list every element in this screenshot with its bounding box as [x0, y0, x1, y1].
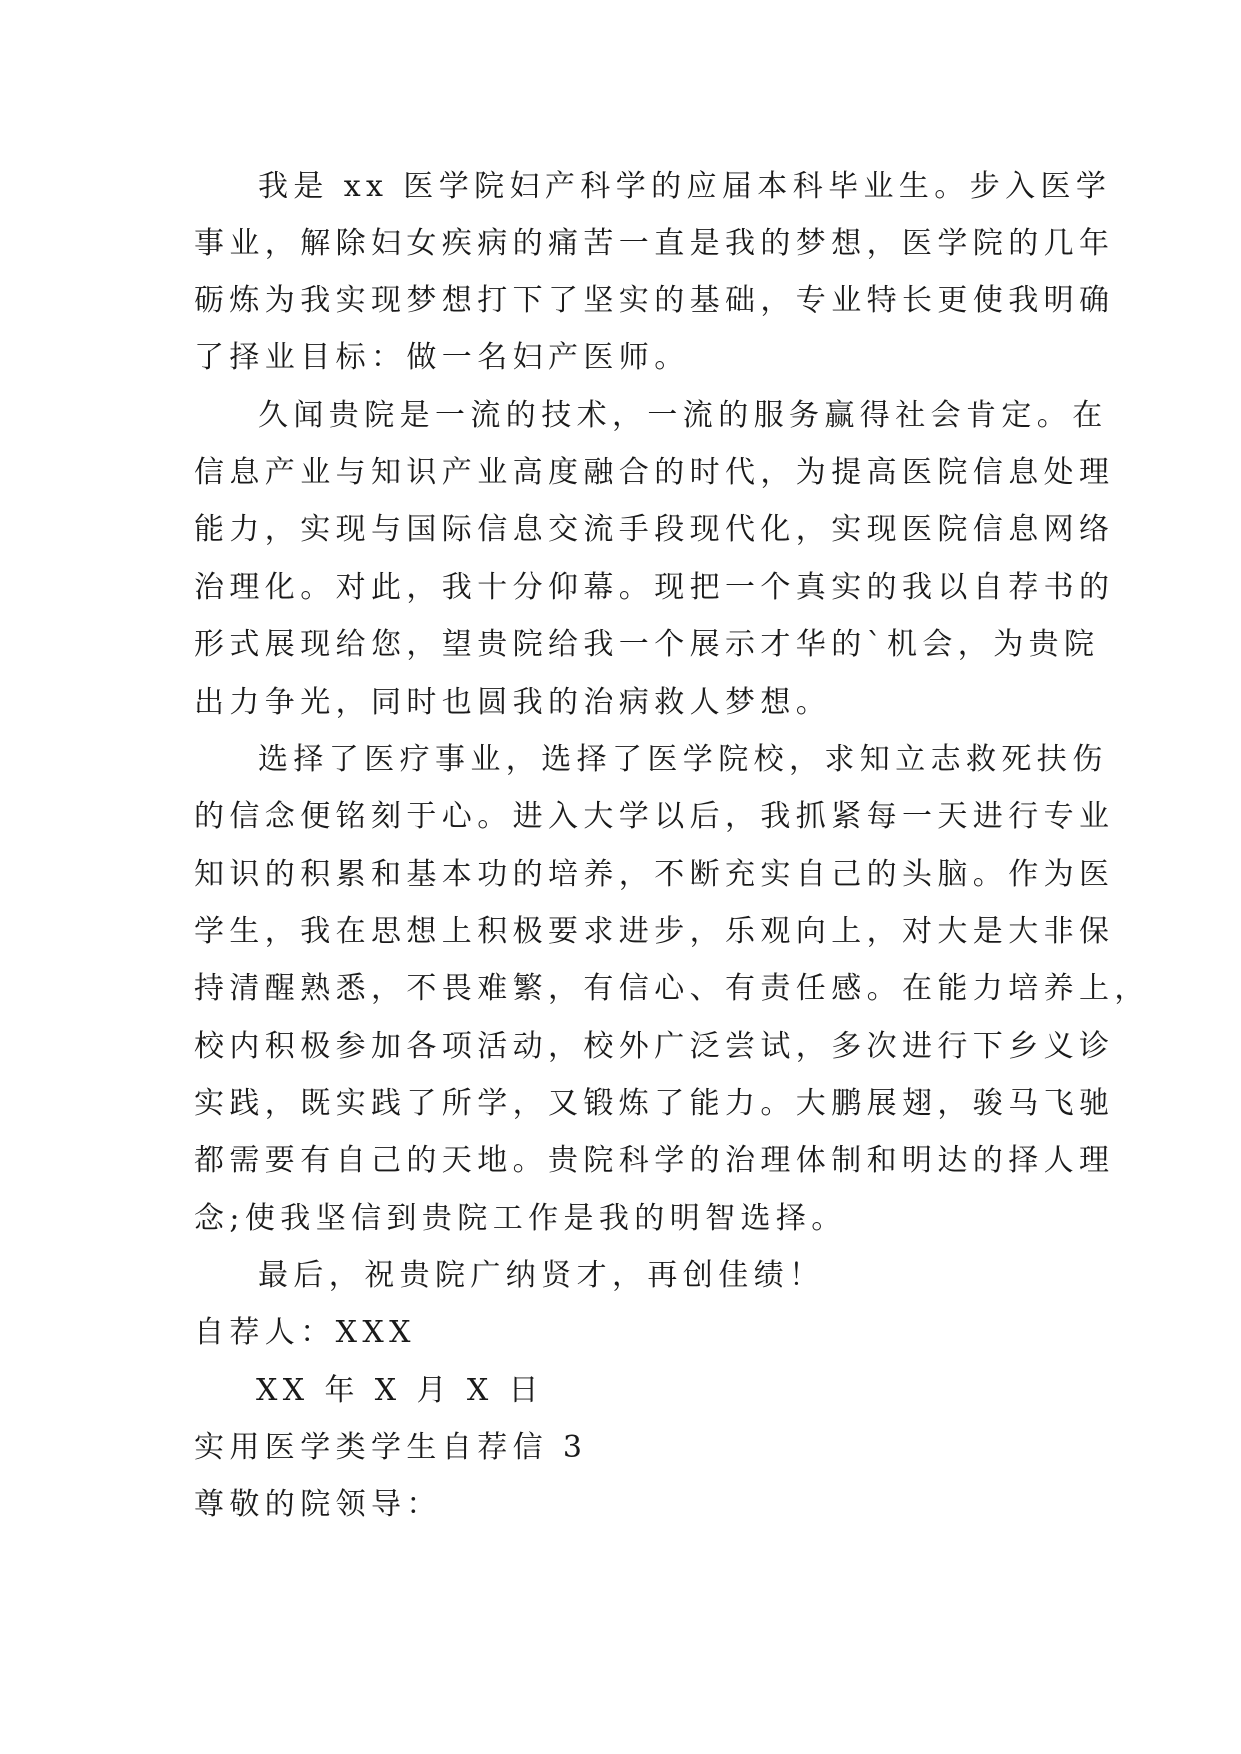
paragraph-2-line-6: 出力争光，同时也圆我的治病救人梦想。 [194, 685, 832, 720]
paragraph-2-line-2: 信息产业与知识产业高度融合的时代，为提高医院信息处理 [194, 455, 1115, 490]
paragraph-3-line-6: 校内积极参加各项活动，校外广泛尝试，多次进行下乡义诊 [194, 1029, 1115, 1064]
section-title: 实用医学类学生自荐信 3 [194, 1430, 588, 1465]
paragraph-3-line-4: 学生，我在思想上积极要求进步，乐观向上，对大是大非保 [194, 914, 1115, 949]
paragraph-3-line-2: 的信念便铭刻于心。进入大学以后，我抓紧每一天进行专业 [194, 799, 1115, 834]
closing-wish: 最后，祝贵院广纳贤才，再创佳绩！ [258, 1258, 825, 1293]
paragraph-2-line-4: 治理化。对此，我十分仰幕。现把一个真实的我以自荐书的 [194, 570, 1115, 605]
paragraph-3-line-8: 都需要有自己的天地。贵院科学的治理体制和明达的择人理 [194, 1143, 1115, 1178]
paragraph-3-line-3: 知识的积累和基本功的培养，不断充实自己的头脑。作为医 [194, 857, 1115, 892]
date-line: XX 年 X 月 X 日 [256, 1373, 544, 1408]
salutation: 尊敬的院领导： [194, 1487, 442, 1522]
paragraph-1-line-4: 了择业目标：做一名妇产医师。 [194, 340, 690, 375]
paragraph-3-line-7: 实践，既实践了所学，又锻炼了能力。大鹏展翅，骏马飞驰 [194, 1086, 1115, 1121]
paragraph-3-line-5: 持清醒熟悉，不畏难繁，有信心、有责任感。在能力培养上， [194, 971, 1150, 1006]
paragraph-2-line-5: 形式展现给您，望贵院给我一个展示才华的`机会，为贵院 [194, 627, 1100, 662]
paragraph-1-line-1: 我是 xx 医学院妇产科学的应届本科毕业生。步入医学 [258, 169, 1112, 204]
paragraph-1-line-3: 砺炼为我实现梦想打下了坚实的基础，专业特长更使我明确 [194, 283, 1115, 318]
paragraph-2-line-1: 久闻贵院是一流的技术，一流的服务赢得社会肯定。在 [258, 398, 1108, 433]
paragraph-3-line-9: 念;使我坚信到贵院工作是我的明智选择。 [194, 1201, 847, 1236]
paragraph-1-line-2: 事业，解除妇女疾病的痛苦一直是我的梦想，医学院的几年 [194, 226, 1115, 261]
paragraph-3-line-1: 选择了医疗事业，选择了医学院校，求知立志救死扶伤 [258, 742, 1108, 777]
signature-line: 自荐人：XXX [194, 1315, 416, 1350]
paragraph-2-line-3: 能力，实现与国际信息交流手段现代化，实现医院信息网络 [194, 512, 1115, 547]
